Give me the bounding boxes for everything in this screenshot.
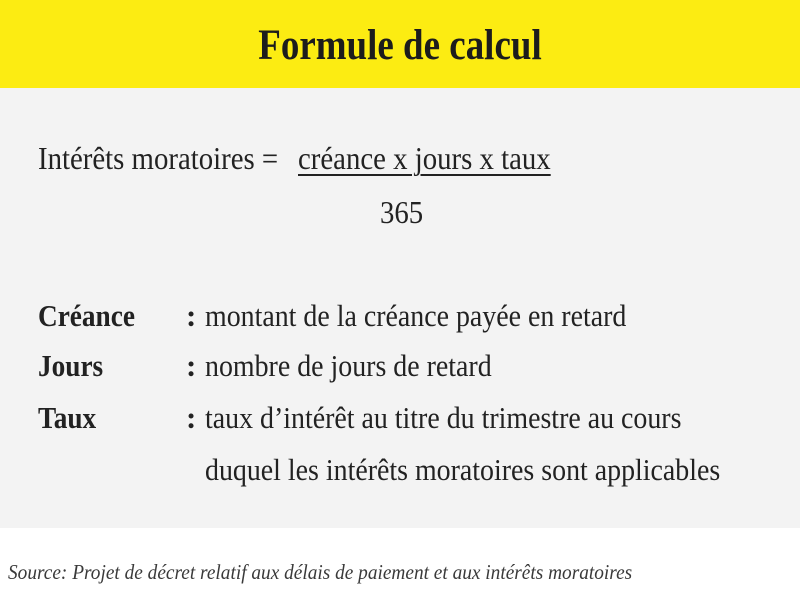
definition-colon: :: [186, 400, 197, 435]
formula-denominator: 365: [380, 194, 424, 230]
definition-term-jours: Jours: [38, 348, 104, 383]
definition-text-taux-line2: duquel les intérêts moratoires sont applicables: [205, 452, 721, 487]
slide-title: Formule de calcul: [258, 22, 542, 69]
definition-colon: :: [186, 298, 197, 333]
definition-colon: :: [186, 348, 197, 383]
definition-text-creance: montant de la créance payée en retard: [205, 298, 627, 333]
source-caption: Source: Projet de décret relatif aux délais de paiement et aux intérêts moratoires: [8, 560, 633, 584]
definition-text-taux-line1: taux d’intérêt au titre du trimestre au cours: [205, 400, 682, 435]
formula-left-side: Intérêts moratoires =: [38, 140, 279, 176]
definition-text-jours: nombre de jours de retard: [205, 348, 492, 383]
definition-term-creance: Créance: [38, 298, 135, 333]
formula-numerator: créance x jours x taux: [298, 140, 551, 176]
definition-term-taux: Taux: [38, 400, 97, 435]
